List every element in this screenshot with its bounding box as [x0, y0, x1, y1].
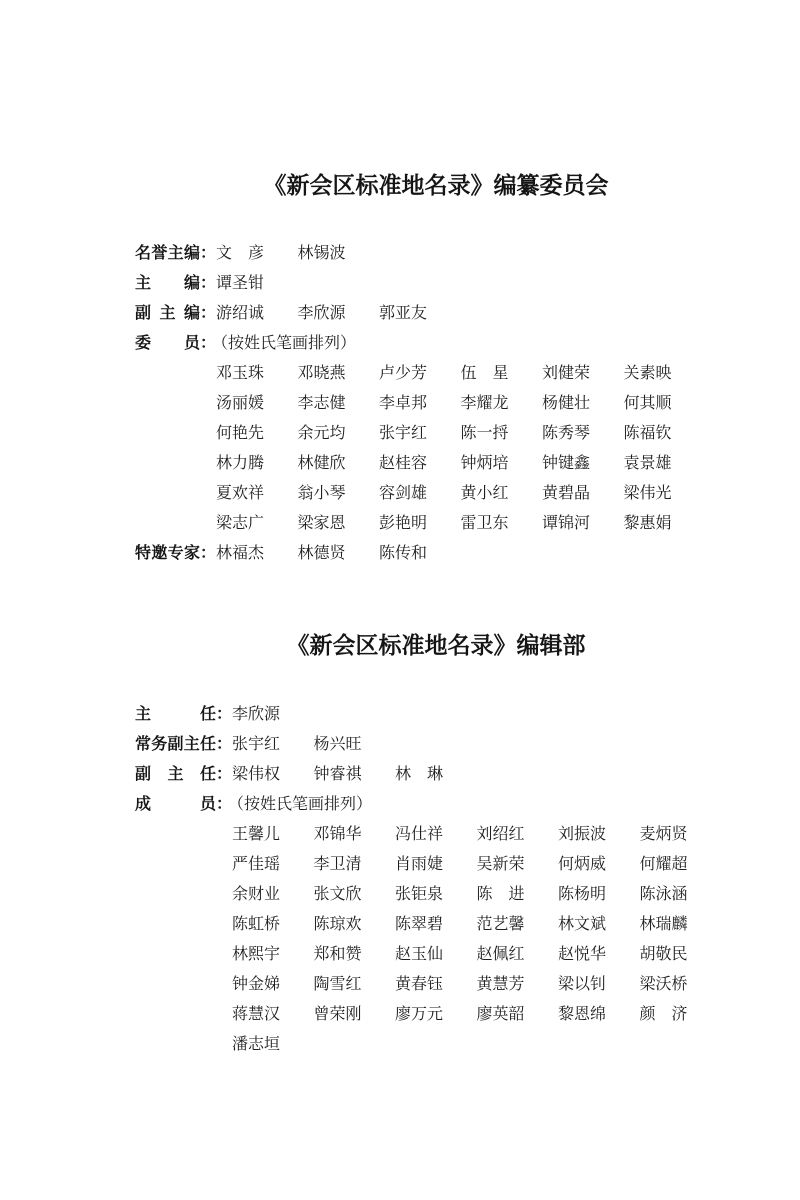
member-row	[135, 849, 735, 879]
member-name: 陈琼欢	[313, 914, 362, 933]
member-name: 胡敬民	[639, 944, 688, 963]
member-name: 潘志垣	[232, 1034, 281, 1053]
member-name: 麦炳贤	[639, 824, 688, 843]
person-name: 陈传和	[379, 543, 428, 562]
committee-section	[135, 238, 735, 568]
member-name: 夏欢祥	[216, 483, 265, 502]
member-name: 杨健壮	[542, 393, 591, 412]
role-row	[135, 538, 735, 568]
member-name: 陈翠碧	[395, 914, 444, 933]
member-name: 黄慧芳	[476, 974, 525, 993]
member-name: 林熙宇	[232, 944, 281, 963]
member-name: 廖万元	[395, 1004, 444, 1023]
colon: ：	[216, 704, 233, 723]
member-name: 谭锦河	[542, 513, 591, 532]
member-name: 赵悦华	[558, 944, 607, 963]
person-name: 谭圣钳	[216, 273, 265, 292]
role-names	[216, 238, 379, 268]
colon: ：	[216, 764, 233, 783]
role-names	[228, 789, 373, 819]
member-name: 林瑞麟	[639, 914, 688, 933]
role-label: 成员	[135, 794, 216, 813]
member-name: 王馨儿	[232, 824, 281, 843]
person-name: 张宇红	[232, 734, 281, 753]
member-name: 郑和赞	[313, 944, 362, 963]
member-name: 梁家恩	[297, 513, 346, 532]
role-row	[135, 328, 735, 358]
role-row	[135, 729, 735, 759]
colon: ：	[200, 543, 217, 562]
person-name: 林德贤	[297, 543, 346, 562]
member-name: 何其顺	[623, 393, 672, 412]
member-name: 余财业	[232, 884, 281, 903]
person-name: 林 琳	[395, 764, 444, 783]
member-row	[135, 508, 735, 538]
member-name: 何炳威	[558, 854, 607, 873]
member-name: 黎恩绵	[558, 1004, 607, 1023]
member-row	[135, 819, 735, 849]
member-name: 邓玉珠	[216, 363, 265, 382]
role-label: 主任	[135, 704, 216, 723]
member-name: 翁小琴	[297, 483, 346, 502]
member-row	[135, 939, 735, 969]
member-name: 陈虹桥	[232, 914, 281, 933]
member-name: 赵桂容	[379, 453, 428, 472]
role-names	[216, 268, 298, 298]
member-row	[135, 909, 735, 939]
member-name: 何耀超	[639, 854, 688, 873]
member-name: 黄碧晶	[542, 483, 591, 502]
member-name: 刘振波	[558, 824, 607, 843]
colon: ：	[200, 243, 217, 262]
committee-title: 《新会区标准地名录》编纂委员会	[263, 173, 609, 199]
member-name: 范艺馨	[476, 914, 525, 933]
member-name: 袁景雄	[623, 453, 672, 472]
colon: ：	[216, 734, 233, 753]
member-name: 张钜泉	[395, 884, 444, 903]
member-name: 赵佩红	[476, 944, 525, 963]
member-name: 钟炳培	[460, 453, 509, 472]
ordering-note: （按姓氏笔画排列）	[212, 333, 357, 352]
member-name: 黄春钰	[395, 974, 444, 993]
member-name: 刘绍红	[476, 824, 525, 843]
person-name: 郭亚友	[379, 303, 428, 322]
member-row	[135, 388, 735, 418]
member-name: 黄小红	[460, 483, 509, 502]
role-label: 副主编	[135, 303, 200, 322]
colon: ：	[200, 273, 217, 292]
member-name: 廖英韶	[476, 1004, 525, 1023]
member-name: 余元均	[297, 423, 346, 442]
member-name: 梁伟光	[623, 483, 672, 502]
role-row	[135, 699, 735, 729]
member-name: 颜 济	[639, 1004, 688, 1023]
member-name: 肖雨婕	[395, 854, 444, 873]
person-name: 李欣源	[297, 303, 346, 322]
member-row	[135, 358, 735, 388]
person-name: 林锡波	[297, 243, 346, 262]
member-row	[135, 478, 735, 508]
person-name: 李欣源	[232, 704, 281, 723]
person-name: 林福杰	[216, 543, 265, 562]
member-name: 张文欣	[313, 884, 362, 903]
member-name: 赵玉仙	[395, 944, 444, 963]
member-row	[135, 448, 735, 478]
role-label: 副主任	[135, 764, 216, 783]
member-name: 黎惠娟	[623, 513, 672, 532]
member-name: 陈秀琴	[542, 423, 591, 442]
member-name: 何艳先	[216, 423, 265, 442]
member-name: 吴新荣	[476, 854, 525, 873]
member-name: 刘健荣	[542, 363, 591, 382]
member-name: 卢少芳	[379, 363, 428, 382]
member-name: 钟键鑫	[542, 453, 591, 472]
editorial-section	[135, 699, 735, 1059]
role-row	[135, 298, 735, 328]
member-name: 李卫清	[313, 854, 362, 873]
role-label: 特邀专家	[135, 543, 200, 562]
member-name: 李志健	[297, 393, 346, 412]
role-names	[232, 759, 477, 789]
member-name: 汤丽媛	[216, 393, 265, 412]
colon: ：	[200, 333, 217, 352]
member-name: 彭艳明	[379, 513, 428, 532]
member-name: 梁志广	[216, 513, 265, 532]
role-label: 主编	[135, 273, 200, 292]
role-label: 名誉主编	[135, 243, 200, 262]
member-name: 雷卫东	[460, 513, 509, 532]
role-row	[135, 268, 735, 298]
person-name: 杨兴旺	[313, 734, 362, 753]
role-row	[135, 789, 735, 819]
member-name: 蒋慧汉	[232, 1004, 281, 1023]
role-row	[135, 759, 735, 789]
member-name: 陈一捋	[460, 423, 509, 442]
member-name: 梁以钊	[558, 974, 607, 993]
member-name: 李卓邦	[379, 393, 428, 412]
member-row	[135, 969, 735, 999]
role-label: 委员	[135, 333, 200, 352]
role-names	[216, 538, 461, 568]
member-name: 李耀龙	[460, 393, 509, 412]
editorial-title: 《新会区标准地名录》编辑部	[286, 633, 586, 659]
member-name: 陈杨明	[558, 884, 607, 903]
ordering-note: （按姓氏笔画排列）	[228, 794, 373, 813]
role-row	[135, 238, 735, 268]
member-name: 陈福钦	[623, 423, 672, 442]
person-name: 钟睿祺	[313, 764, 362, 783]
member-name: 容剑雄	[379, 483, 428, 502]
role-label: 常务副主任	[135, 734, 216, 753]
member-name: 林健欣	[297, 453, 346, 472]
person-name: 梁伟权	[232, 764, 281, 783]
role-names	[232, 699, 314, 729]
member-name: 严佳瑶	[232, 854, 281, 873]
colon: ：	[200, 303, 217, 322]
member-name: 冯仕祥	[395, 824, 444, 843]
member-name: 邓晓燕	[297, 363, 346, 382]
member-name: 陈 进	[476, 884, 525, 903]
member-name: 伍 星	[460, 363, 509, 382]
member-row	[135, 999, 735, 1029]
member-name: 张宇红	[379, 423, 428, 442]
member-row	[135, 879, 735, 909]
role-names	[232, 729, 395, 759]
member-name: 陈泳涵	[639, 884, 688, 903]
role-names	[216, 298, 461, 328]
member-name: 梁沃桥	[639, 974, 688, 993]
role-names	[212, 328, 357, 358]
member-name: 林力腾	[216, 453, 265, 472]
colon: ：	[216, 794, 233, 813]
member-name: 陶雪红	[313, 974, 362, 993]
person-name: 游绍诚	[216, 303, 265, 322]
member-name: 曾荣刚	[313, 1004, 362, 1023]
member-name: 关素映	[623, 363, 672, 382]
member-name: 林文斌	[558, 914, 607, 933]
person-name: 文 彦	[216, 243, 265, 262]
member-row	[135, 418, 735, 448]
member-name: 邓锦华	[313, 824, 362, 843]
member-name: 钟金娣	[232, 974, 281, 993]
member-row	[135, 1029, 735, 1059]
